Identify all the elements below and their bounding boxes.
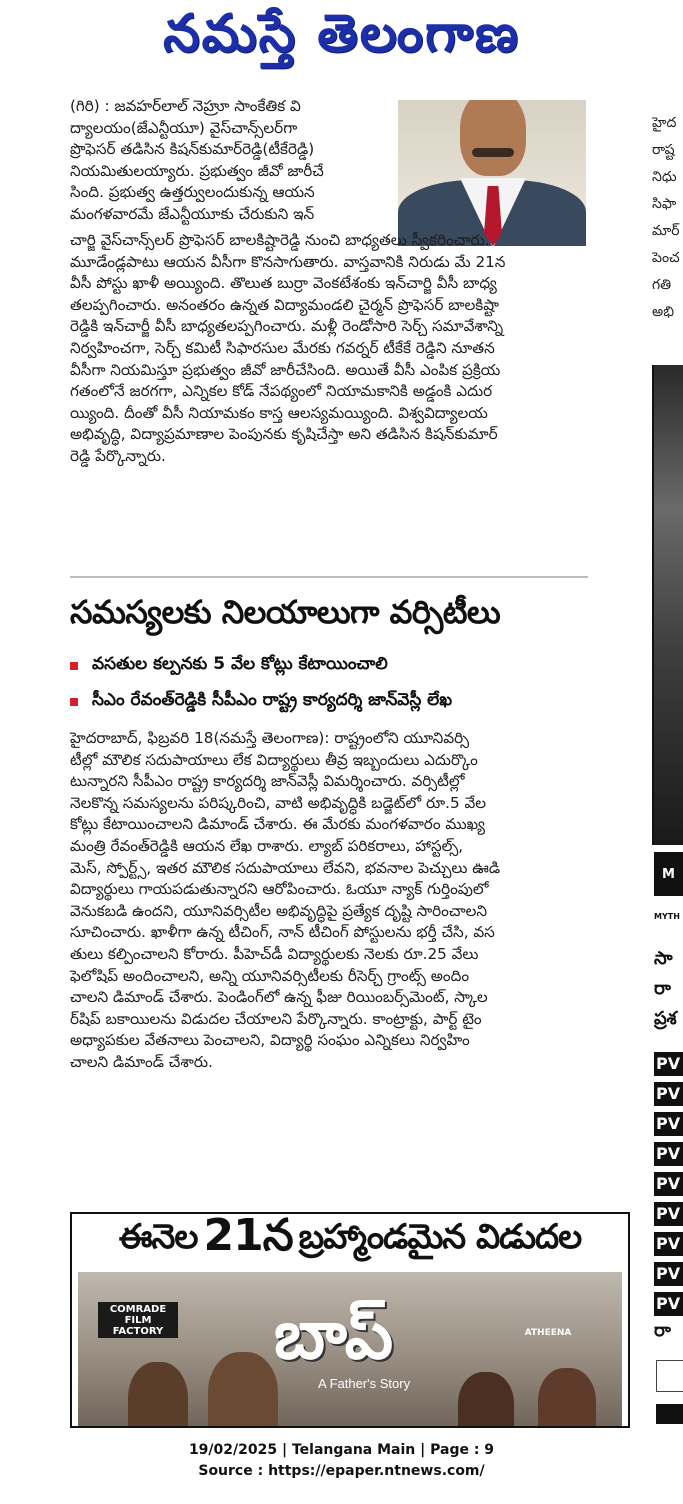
article2-line: విద్యార్థులు గాయపడుతున్నారని ఆరోపించారు. ఓయూ న్యాక్ గుర్తింపులో [70,880,489,899]
article1-line: రెడ్డి పేర్కొన్నారు. [70,446,166,465]
actor-figure [538,1368,596,1428]
bullet-item [70,648,588,684]
adjacent-word: రా [654,1320,671,1341]
pv-badge: PV [654,1052,683,1076]
adjacent-line: పెంచ [652,250,680,266]
adjacent-line: సిఫా [652,196,677,212]
bullet-text: సీఎం రేవంత్‌రెడ్డికి సీపీఎం రాష్ట్ర కార్యదర్శి జాన్‌వెస్లీ లేఖ [92,690,453,710]
adjacent-line: గతి [652,277,672,293]
pv-badge: PV [654,1292,683,1316]
movie-advertisement [70,1212,630,1428]
article1-line: (గిరి) : జవహర్‌లాల్ నెహ్రూ సాంకేతిక వి [70,97,301,115]
page-footer [0,1440,683,1482]
pv-badge: PV [654,1202,683,1226]
newspaper-title: నమస్తే తెలంగాణ [163,3,520,64]
footer-source: Source : https://epaper.ntnews.com/ [198,1463,485,1479]
ad-banner-post: బ్రహ్మాండమైన విడుదల [298,1217,582,1257]
movie-tagline: A Father's Story [318,1376,411,1391]
article1-line: రెడ్డికి ఇన్‌చార్జీ వీసీ బాధ్యతలప్పగించారు. మళ్లీ రెండోసారి సెర్చ్ సమావేశాన్ని [70,317,504,336]
production-logo: COMRADE FILM FACTORY [98,1302,178,1338]
adjacent-logo-box [656,1360,683,1392]
article1-line: ప్రొఫెసర్ తడిసిన కిషన్‌కుమార్‌రెడ్డి(టీకేరెడ్డి) [70,140,315,159]
bullet-text: వసతుల కల్పనకు 5 వేల కోట్లు కేటాయించాలి [92,654,388,674]
adjacent-logo: M [654,852,683,896]
article1-line: ద్యాలయం(జేఎన్టీయూ) వైస్‌చాన్స్‌లర్‌గా [70,118,298,137]
article1-line: చార్జి వైస్‌చాన్స్‌లర్ ప్రొఫెసర్ బాలకిష్టారెడ్డి నుంచి బాధ్యతలు స్వీకరించారు. [70,231,490,249]
masthead [0,0,683,80]
adjacent-line: మార్ [652,223,680,239]
pv-badge: PV [654,1232,683,1256]
article2-line: నెలకొన్న సమస్యలను పరిష్కరించి, వాటి అభివృద్ధికి బడ్జెట్‌లో రూ.5 వేల [70,793,487,812]
actor-figure [128,1362,188,1428]
adjacent-black-block [656,1404,683,1424]
article2-line: సూచించారు. ఖాళీగా ఉన్న టీచింగ్, నాన్ టీచింగ్ పోస్టులను భర్తీ చేసి, వస [70,923,495,942]
article1-line: య్యింది. దీంతో వీసీ నియామకం కాస్త ఆలస్యమయ్యింది. విశ్వవిద్యాలయ [70,403,488,422]
adjacent-column-text [652,110,683,326]
article2-headline: సమస్యలకు నిలయాలుగా వర్సిటీలు [70,593,501,631]
adjacent-line: నిధు [652,169,677,185]
article2-line: వెనుకబడి ఉందని, యూనివర్సిటీల అభివృద్ధిపై ప్రత్యేక దృష్టి సారించాలని [70,901,488,920]
article2-line: టీల్లో మౌలిక సదుపాయాలు లేక విద్యార్థులు తీవ్ర ఇబ్బందులు ఎదుర్కొం [70,750,478,769]
vc-portrait-photo [398,100,586,246]
studio-logo: ATHEENA [524,1328,572,1338]
article1-line: వీసీ పోస్టు ఖాళీ అయ్యింది. తొలుత బుర్రా వెంకటేశంకు ఇన్‌చార్జి వీసీ బాధ్య [70,274,497,293]
adjacent-word: రా [654,978,671,999]
pv-badge: PV [654,1172,683,1196]
ad-poster-image [78,1272,622,1428]
article2-line: టున్నారని సీపీఎం రాష్ట్ర కార్యదర్శి జాన్‌వెస్లీ విమర్శించారు. వర్సిటీల్లో [70,772,465,791]
article2-line: ఫెలోషిప్ అందించాలని, అన్ని యూనివర్సిటీలకు రీసెర్చ్ గ్రాంట్స్ అందిం [70,966,470,985]
adjacent-word: సా [654,948,673,969]
adjacent-line: రాష్ట [652,142,675,158]
article2-line: చాలని డిమాండ్ చేశారు. పెండింగ్‌లో ఉన్న ఫీజు రియింబర్స్‌మెంట్, స్కాల [70,988,488,1007]
ad-release-banner [72,1214,628,1268]
article1-line: వీసీగా నియమిస్తూ ప్రభుత్వం జీవో జారీచేసింది. అయితే వీసీ ఎంపిక ప్రక్రియ [70,360,501,379]
adjacent-line: హైద [652,115,677,131]
adjacent-words [654,944,683,1034]
pv-badge: PV [654,1142,683,1166]
article2-line: అధ్యాపకుల వేతనాలు పెంచాలని, విద్యార్థి సంఘం ఎన్నికలు నిర్వహిం [70,1031,470,1050]
article2-line: చాలని డిమాండ్ చేశారు. [70,1052,213,1071]
article1-line: మంగళవారమే జేఎన్టీయూకు చేరుకుని ఇన్ [70,204,315,223]
red-square-bullet-icon [70,662,78,670]
article1-line: గతంలోనే జరగగా, ఎన్నికల కోడ్ నేపథ్యంలో నియామకానికి అడ్డంకి ఎదుర [70,382,493,401]
actor-figure [458,1372,514,1428]
footer-edition-info: 19/02/2025 | Telangana Main | Page : 9 [188,1442,495,1458]
article1-line: మూడేండ్లపాటు ఆయన వీసీగా కొనసాగుతారు. వాస్తవానికి నిరుడు మే 21న [70,252,506,271]
article2-bullets [70,648,588,720]
article1-line: అభివృద్ధి, విద్యాప్రమాణాల పెంపునకు కృషిచేస్తా అని తడిసిన కిషన్‌కుమార్ [70,425,498,444]
ad-banner-date: 21న [203,1212,293,1261]
red-square-bullet-icon [70,698,78,706]
article2-line: హైదరాబాద్, ఫిబ్రవరి 18(నమస్తే తెలంగాణ): రాష్ట్రంలోని యూనివర్సి [70,729,469,747]
article2-line: మెస్, స్పోర్ట్స్, ఇతర మౌలిక సదుపాయాలు లేవని, భవనాల పెచ్చులు ఊడి [70,858,501,877]
article1-line: నిర్వహించగా, సెర్చ్ కమిటీ సిఫారసుల మేరకు గవర్నర్ టీకేకే రెడ్డిని నూతన [70,338,495,357]
article2-line: తులు కల్పించాలని కోరారు. పీహెచ్‌డీ విద్యార్థులకు నెలకు రూ.25 వేలు [70,944,479,963]
adjacent-movie-image [652,365,683,845]
adjacent-logo-text: MYTH [654,912,680,921]
article-divider [70,576,588,578]
article2-body [70,728,588,1074]
article2-line: కోట్లు కేటాయించాలని డిమాండ్ చేశారు. ఈ మేరకు మంగళవారం ముఖ్య [70,815,485,834]
article1-line: నియమితులయ్యారు. ప్రభుత్వం జీవో జారీచే [70,161,324,180]
article1-body [70,230,588,468]
actor-figure [208,1352,278,1428]
pv-badge: PV [654,1082,683,1106]
movie-title: బాప్ [274,1296,394,1375]
adjacent-line: అభి [652,304,674,320]
article1-line: సింది. ప్రభుత్వ ఉత్తర్వులందుకున్న ఆయన [70,183,315,202]
article1-intro [70,96,390,226]
article1-line: తలప్పగించారు. అనంతరం ఉన్నత విద్యామండలి చైర్మన్ ప్రొఫెసర్ బాలకిష్టా [70,295,499,314]
article2-line: ర్‌షిప్ బకాయిలను విడుదల చేయాలని పేర్కొన్నారు. కాంట్రాక్టు, పార్ట్ టైం [70,1009,482,1028]
adjacent-pv-list [654,1052,683,1322]
pv-badge: PV [654,1112,683,1136]
adjacent-word: ప్రశ [654,1008,677,1029]
pv-badge: PV [654,1262,683,1286]
ad-banner-pre: ఈనెల [118,1217,198,1257]
article2-line: మంత్రి రేవంత్‌రెడ్డికి ఆయన లేఖ రాశారు. ల్యాబ్ పరికరాలు, హాస్టల్స్, [70,836,464,855]
bullet-item [70,684,588,720]
